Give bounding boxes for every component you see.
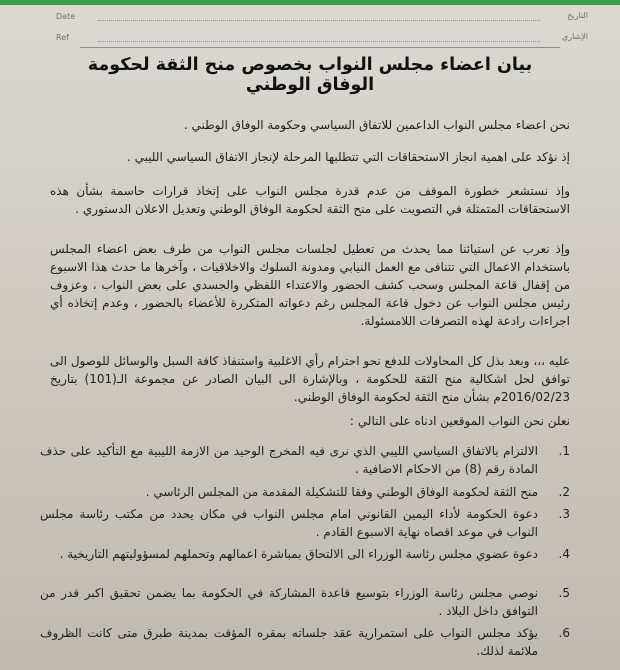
list-item-text: الالتزام بالاتفاق السياسي الليبي الذي نرى فيه المخرج الوحيد من الازمة الليبية مع التأكيد على حذف المادة رقم (8) من الاحكام الاضافية . xyxy=(40,444,538,476)
ref-dotted-line xyxy=(98,41,540,42)
list-item xyxy=(40,483,570,501)
list-item-text: منح الثقة لحكومة الوفاق الوطني وفقا للتشكيلة المقدمة من المجلس الرئاسي . xyxy=(145,485,538,499)
paragraph-intro: نحن اعضاء مجلس النواب الداعمين للاتفاق السياسي وحكومة الوفاق الوطني . xyxy=(183,118,570,132)
paragraph-therefore: عليه ،،، وبعد بذل كل المحاولات للدفع نحو احترام رأي الاغلبية واستنفاذ كافة السبل والوسائل للوصول الى توافق لحل اشكالية منح الثقة للحكومة ، وبالإشارة الى البيان الصادر عن مجموعة الـ(101) بتاريخ 2016/02/23م بشأن منح الثقة لحكومة الوفاق الوطني. xyxy=(50,354,571,404)
list-item-text: دعوة عضوي مجلس رئاسة الوزراء الى الالتحاق بمباشرة اعمالهم وتحملهم لمسؤوليتهم التاريخية . xyxy=(59,547,538,561)
letterhead-green-bar xyxy=(0,0,620,5)
list-item-text: نوصي مجلس رئاسة الوزراء بتوسيع قاعدة المشاركة في الحكومة بما يضمن تحقيق اكبر قدر من التوافق داخل البلاد . xyxy=(40,586,538,618)
paragraph-affirm: إذ نؤكد على اهمية انجاز الاستحقاقات التي تتطلبها المرحلة لإنجاز الاتفاق السياسي الليبي . xyxy=(126,150,570,164)
ref-field xyxy=(40,29,600,45)
list-item-text: دعوة الحكومة لأداء اليمين القانوني امام مجلس النواب في مكان يحدد من مكتب رئاسة مجلس النواب في موعد اقصاه نهاية الاسبوع القادم . xyxy=(40,507,538,539)
header-divider xyxy=(80,47,560,48)
list-item-number: 6. xyxy=(558,626,570,640)
paragraph-discontent: وإذ نعرب عن استيائنا مما يحدث من تعطيل لجلسات مجلس النواب من طرف بعض اعضاء المجلس باستخدام الاعمال التي تتنافى مع العمل النيابي ومدونة السلوك والاخلاقيات ، وآخرها ما حدث هذا الاسبوع من إقفال قاعة المجلس وسحب كشف الحضور والاعتداء اللفظي والجسدي على بعض النواب ، وعزوف رئيس مجلس النواب عن دخول قاعة المجلس رغم دعواته المتكررة للأعضاء بالحضور ، وعدم إتخاذه أي اجراءات رادعة لهذه التصرفات اللامسئولة. xyxy=(50,242,570,328)
list-item xyxy=(40,505,570,541)
list-item xyxy=(40,442,570,478)
list-item xyxy=(40,624,570,660)
list-item-text: يؤكد مجلس النواب على استمرارية عقد جلساته بمقره المؤقت بمدينة طبرق متى كانت الظروف ملائمة لذلك. xyxy=(40,626,538,658)
paragraph-concern: وإذ نستشعر خطورة الموقف من عدم قدرة مجلس النواب على إتخاذ قرارات حاسمة بشأن هذه الاستحقاقات المتمثلة في التصويت على منح الثقة لحكومة الوفاق الوطني وتعديل الاعلان الدستوري . xyxy=(50,184,570,216)
date-dotted-line xyxy=(98,20,540,21)
list-item-number: 3. xyxy=(558,507,570,521)
list-item xyxy=(40,545,570,563)
date-label-en: Date xyxy=(56,12,76,21)
list-item-number: 5. xyxy=(558,586,570,600)
paragraph-declaration: نعلن نحن النواب الموقعين ادناه على التالي : xyxy=(349,414,570,428)
list-item-number: 2. xyxy=(558,485,570,499)
date-field xyxy=(40,8,600,24)
statement-title: بيان اعضاء مجلس النواب بخصوص منح الثقة لحكومة الوفاق الوطني xyxy=(87,55,533,95)
list-item-number: 1. xyxy=(558,444,570,458)
list-item xyxy=(40,584,570,620)
ref-label-ar: الإشاري xyxy=(561,32,588,41)
date-label-ar: التاريخ xyxy=(567,11,588,20)
ref-label-en: Ref xyxy=(56,33,69,42)
list-item-number: 4. xyxy=(558,547,570,561)
